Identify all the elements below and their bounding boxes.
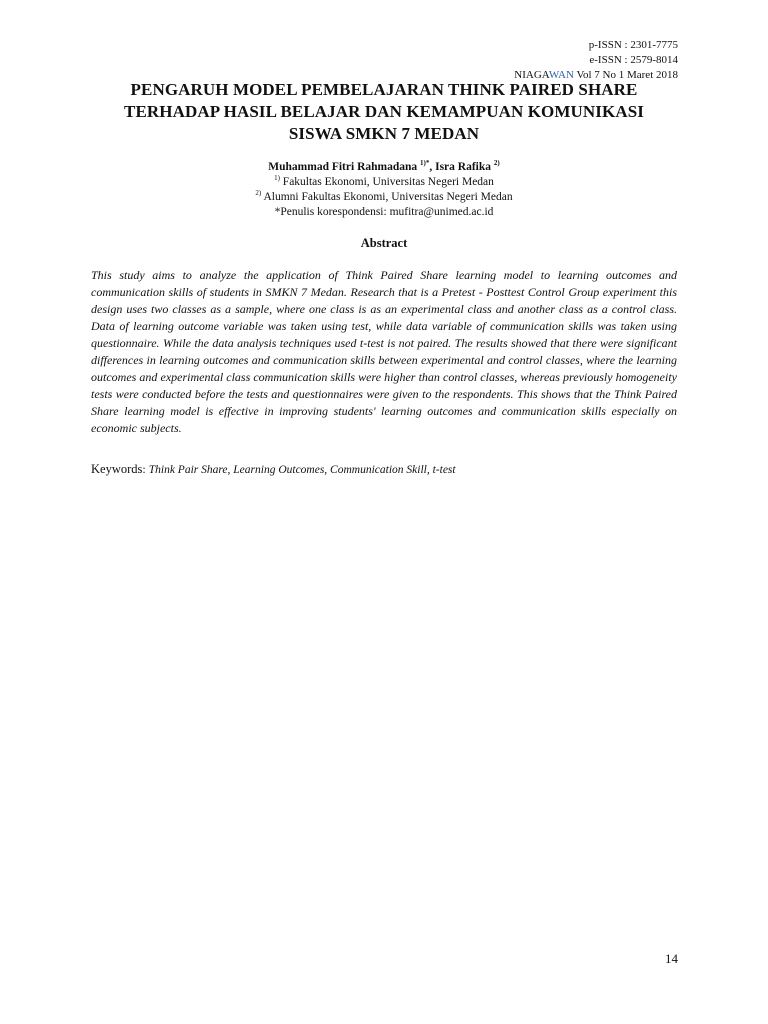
page-number: 14 bbox=[665, 951, 678, 966]
abstract-heading: Abstract bbox=[360, 236, 408, 250]
title-line-2: TERHADAP HASIL BELAJAR DAN KEMAMPUAN KOMUNIKASI bbox=[124, 102, 644, 121]
correspondence-email: *Penulis korespondensi: mufitra@unimed.ac.id bbox=[274, 206, 494, 218]
paper-title bbox=[60, 79, 708, 145]
affiliation-1 bbox=[0, 175, 768, 190]
p-issn: p-ISSN : 2301-7775 bbox=[588, 39, 678, 51]
author-separator: , Isra Rafika bbox=[429, 161, 494, 173]
title-line-3: SISWA SMKN 7 MEDAN bbox=[288, 124, 480, 143]
affiliation-2 bbox=[0, 190, 768, 205]
title-line-1: PENGARUH MODEL PEMBELAJARAN THINK PAIRED SHARE bbox=[130, 80, 638, 99]
e-issn: e-ISSN : 2579-8014 bbox=[589, 54, 678, 66]
author-2-affiliation-mark: 2) bbox=[493, 159, 500, 168]
journal-name-prefix: NIAGA bbox=[514, 69, 549, 81]
author-1: Muhammad Fitri Rahmadana bbox=[268, 161, 421, 173]
abstract-text: This study aims to analyze the application of Think Paired Share learning model to learning outcomes and communication skills of students in SMKN 7 Medan. Research that is a Pretest - Posttest Control Group experiment this design uses two classes as a sample, where one class is as an experimental class and another class as a control class. Data of learning outcome variable was taken using test, while data variable of communication skills was taken using questionnaire. While the data analysis techniques used t-test is not paired. The results showed that there were significant differences in learning outcomes and communication skills between experimental and control classes, where the learning outcomes and experimental class communication skills were higher than control classes, whereas previously homogeneity tests were conducted before the tests and questionnaires were given to the respondents. This shows that the Think Paired Share learning model is effective in improving students' learning outcomes and communication skills especially on economic subjects. bbox=[91, 268, 677, 435]
author-names bbox=[0, 160, 768, 175]
journal-issue: Vol 7 No 1 Maret 2018 bbox=[573, 69, 678, 81]
journal-header bbox=[514, 38, 678, 83]
journal-name-accent: WAN bbox=[548, 69, 574, 81]
keywords-list: Think Pair Share, Learning Outcomes, Communication Skill, t-test bbox=[148, 464, 456, 476]
author-1-affiliation-mark: 1)* bbox=[420, 159, 430, 168]
keywords-separator: : bbox=[142, 462, 149, 476]
keywords-line bbox=[91, 461, 677, 479]
affiliation-1-text: Fakultas Ekonomi, Universitas Negeri Medan bbox=[279, 176, 494, 188]
affiliation-2-text: Alumni Fakultas Ekonomi, Universitas Negeri Medan bbox=[261, 191, 513, 203]
affiliation-1-mark: 1) bbox=[274, 174, 280, 183]
keywords-label: Keywords bbox=[91, 462, 143, 476]
author-block bbox=[0, 160, 768, 220]
affiliation-2-mark: 2) bbox=[255, 189, 262, 198]
